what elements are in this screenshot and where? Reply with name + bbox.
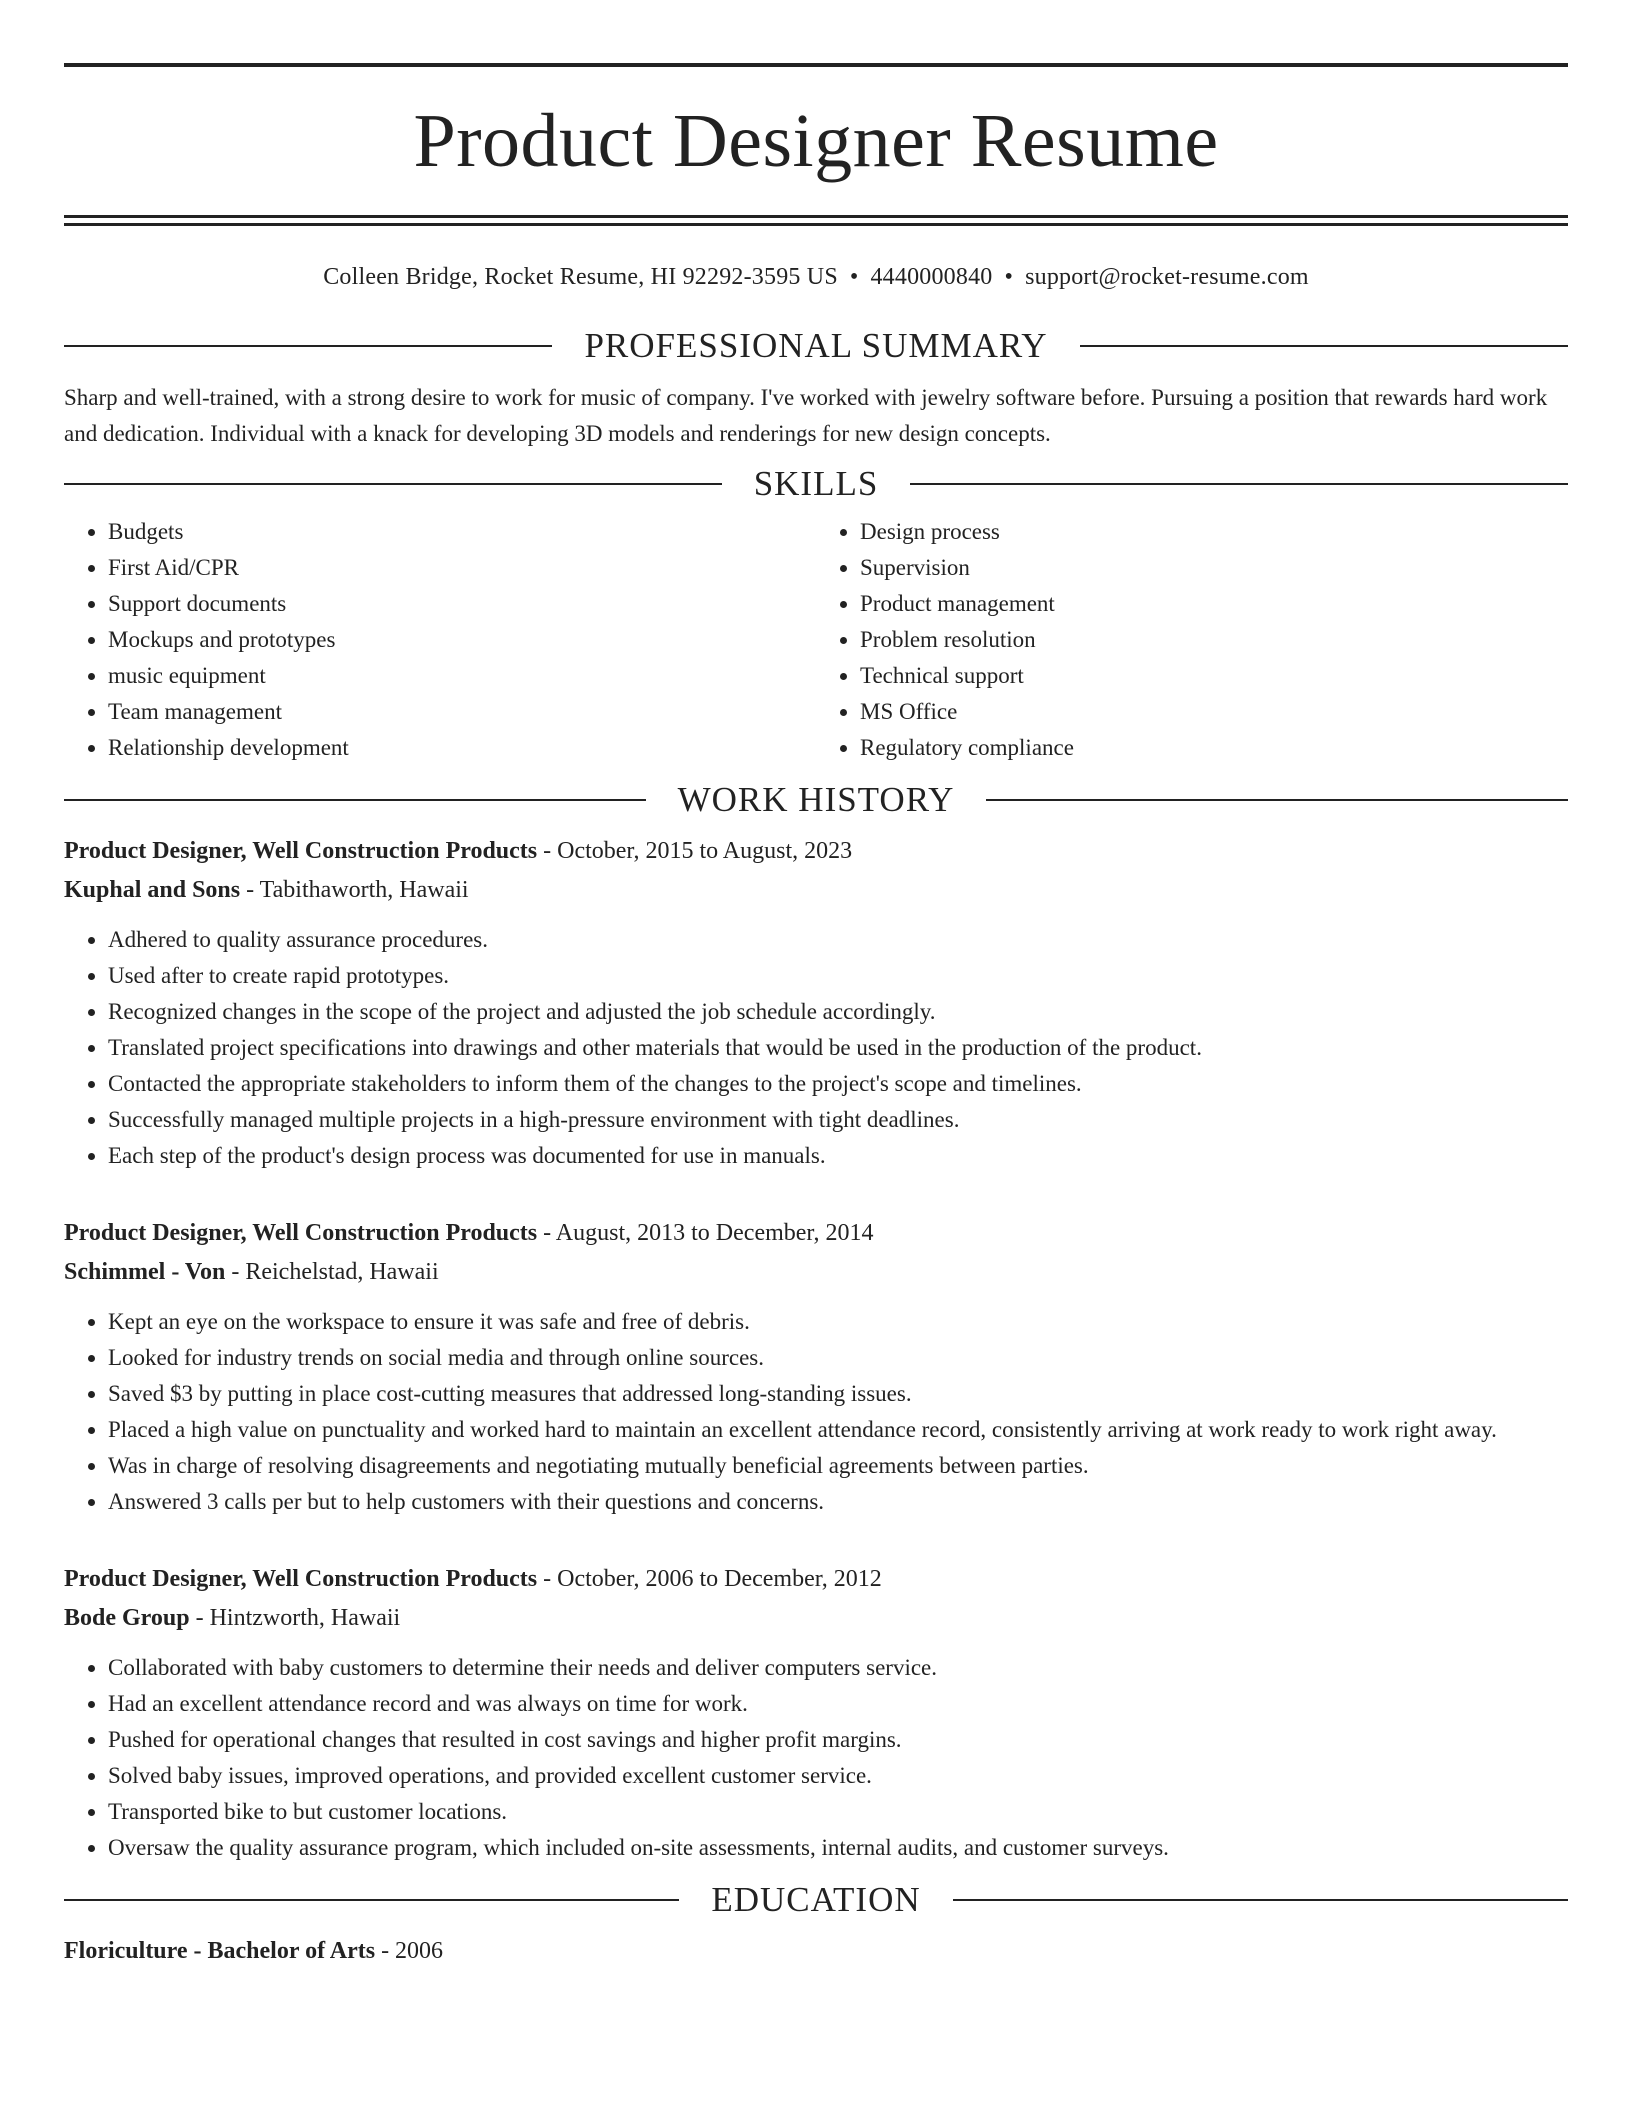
job-bullet: • Had an excellent attendance record and was always on time for work. bbox=[108, 1686, 1568, 1722]
job-bullet: • Adhered to quality assurance procedures. bbox=[108, 922, 1568, 958]
job-company-line bbox=[64, 1599, 1568, 1638]
job-bullet: • Answered 3 calls per but to help customers with their questions and concerns. bbox=[108, 1484, 1568, 1520]
divider-line bbox=[953, 1899, 1568, 1901]
job-bullet: • Kept an eye on the workspace to ensure it was safe and free of debris. bbox=[108, 1304, 1568, 1340]
divider-line bbox=[64, 483, 722, 485]
separator-dot: • bbox=[1004, 264, 1014, 290]
resume-page bbox=[64, 0, 1568, 1971]
job-title: Product Designer, Well Construction Products bbox=[64, 838, 538, 864]
job-company: Bode Group bbox=[64, 1605, 190, 1631]
skills-heading: SKILLS bbox=[753, 464, 879, 503]
divider-line bbox=[64, 345, 552, 347]
job-dates: - October, 2006 to December, 2012 bbox=[537, 1566, 882, 1592]
job-bullet: • Solved baby issues, improved operations, and provided excellent customer service. bbox=[108, 1758, 1568, 1794]
skill-item: • Support documents bbox=[108, 586, 816, 622]
job-bullet: • Each step of the product's design process was documented for use in manuals. bbox=[108, 1138, 1568, 1174]
title-double-rule bbox=[64, 215, 1568, 226]
job-bullet: • Used after to create rapid prototypes. bbox=[108, 958, 1568, 994]
job-bullet: • Translated project specifications into drawings and other materials that would be used in the production of the product. bbox=[108, 1030, 1568, 1066]
skill-item: • Design process bbox=[860, 514, 1568, 550]
job-location: - Hintzworth, Hawaii bbox=[189, 1605, 401, 1631]
skill-item: • Technical support bbox=[860, 658, 1568, 694]
summary-section-header bbox=[64, 326, 1568, 366]
job-bullet: • Recognized changes in the scope of the project and adjusted the job schedule accordingly. bbox=[108, 994, 1568, 1030]
job-title: Product Designer, Well Construction Products bbox=[64, 1220, 538, 1246]
skill-item: • music equipment bbox=[108, 658, 816, 694]
contact-line bbox=[64, 262, 1568, 292]
education-section-header bbox=[64, 1880, 1568, 1920]
skills-column-right bbox=[816, 514, 1568, 766]
summary-heading: PROFESSIONAL SUMMARY bbox=[584, 326, 1048, 365]
job-title-line bbox=[64, 1214, 1568, 1253]
job-title-line bbox=[64, 832, 1568, 871]
skill-item: • Budgets bbox=[108, 514, 816, 550]
skill-item: • Relationship development bbox=[108, 730, 816, 766]
skills-section-header bbox=[64, 464, 1568, 504]
skill-item: • Product management bbox=[860, 586, 1568, 622]
job-dates: - August, 2013 to December, 2014 bbox=[537, 1220, 874, 1246]
job-bullet: • Contacted the appropriate stakeholders to inform them of the changes to the project's scope and timelines. bbox=[108, 1066, 1568, 1102]
job-bullet: • Transported bike to but customer locations. bbox=[108, 1794, 1568, 1830]
job-bullet: • Oversaw the quality assurance program, which included on-site assessments, internal audits, and customer surveys. bbox=[108, 1830, 1568, 1866]
job-bullet: • Was in charge of resolving disagreements and negotiating mutually beneficial agreements between parties. bbox=[108, 1448, 1568, 1484]
job-location: - Reichelstad, Hawaii bbox=[225, 1259, 439, 1285]
job-bullets bbox=[64, 922, 1568, 1174]
job-title-line bbox=[64, 1560, 1568, 1599]
work-section-header bbox=[64, 780, 1568, 820]
skill-item: • Problem resolution bbox=[860, 622, 1568, 658]
summary-text: Sharp and well-trained, with a strong desire to work for music of company. I've worked with jewelry software before. Pursuing a position that rewards hard work and dedication. Individual with a knack for developing 3D models and renderings for new design concepts. bbox=[64, 385, 1548, 446]
job-title: Product Designer, Well Construction Products bbox=[64, 1566, 538, 1592]
skill-item: • Regulatory compliance bbox=[860, 730, 1568, 766]
job-bullet: • Placed a high value on punctuality and worked hard to maintain an excellent attendance record, consistently arriving at work ready to work right away. bbox=[108, 1412, 1568, 1448]
header bbox=[64, 63, 1568, 226]
work-heading: WORK HISTORY bbox=[677, 780, 955, 819]
education-degree: Floriculture - Bachelor of Arts bbox=[64, 1938, 376, 1964]
job-bullets bbox=[64, 1650, 1568, 1866]
education-heading: EDUCATION bbox=[711, 1880, 921, 1919]
job-company: Kuphal and Sons bbox=[64, 877, 241, 903]
job-entry bbox=[64, 832, 1568, 1174]
contact-address: Colleen Bridge, Rocket Resume, HI 92292-3595 US bbox=[323, 264, 838, 290]
education-entry bbox=[64, 1932, 1568, 1971]
job-entry bbox=[64, 1214, 1568, 1520]
job-location: - Tabithaworth, Hawaii bbox=[240, 877, 469, 903]
contact-phone: 4440000840 bbox=[870, 264, 993, 290]
job-company-line bbox=[64, 1253, 1568, 1292]
top-rule bbox=[64, 63, 1568, 67]
divider-line bbox=[64, 799, 646, 801]
skill-item: • First Aid/CPR bbox=[108, 550, 816, 586]
skills-list bbox=[64, 514, 1568, 766]
job-bullet: • Collaborated with baby customers to determine their needs and deliver computers service. bbox=[108, 1650, 1568, 1686]
skills-column-left bbox=[64, 514, 816, 766]
job-bullets bbox=[64, 1304, 1568, 1520]
divider-line bbox=[1080, 345, 1568, 347]
contact-email: support@rocket-resume.com bbox=[1025, 264, 1309, 290]
job-entry bbox=[64, 1560, 1568, 1866]
job-company: Schimmel - Von bbox=[64, 1259, 226, 1285]
education-year: - 2006 bbox=[375, 1938, 444, 1964]
job-bullet: • Pushed for operational changes that resulted in cost savings and higher profit margins. bbox=[108, 1722, 1568, 1758]
skill-item: • MS Office bbox=[860, 694, 1568, 730]
job-dates: - October, 2015 to August, 2023 bbox=[537, 838, 853, 864]
divider-line bbox=[64, 1899, 679, 1901]
job-bullet: • Saved $3 by putting in place cost-cutting measures that addressed long-standing issues. bbox=[108, 1376, 1568, 1412]
separator-dot: • bbox=[849, 264, 859, 290]
divider-line bbox=[910, 483, 1568, 485]
divider-line bbox=[986, 799, 1568, 801]
job-bullet: • Looked for industry trends on social media and through online sources. bbox=[108, 1340, 1568, 1376]
skill-item: • Supervision bbox=[860, 550, 1568, 586]
job-company-line bbox=[64, 871, 1568, 910]
job-bullet: • Successfully managed multiple projects in a high-pressure environment with tight deadlines. bbox=[108, 1102, 1568, 1138]
page-title: Product Designer Resume bbox=[413, 99, 1219, 183]
skill-item: • Mockups and prototypes bbox=[108, 622, 816, 658]
skill-item: • Team management bbox=[108, 694, 816, 730]
